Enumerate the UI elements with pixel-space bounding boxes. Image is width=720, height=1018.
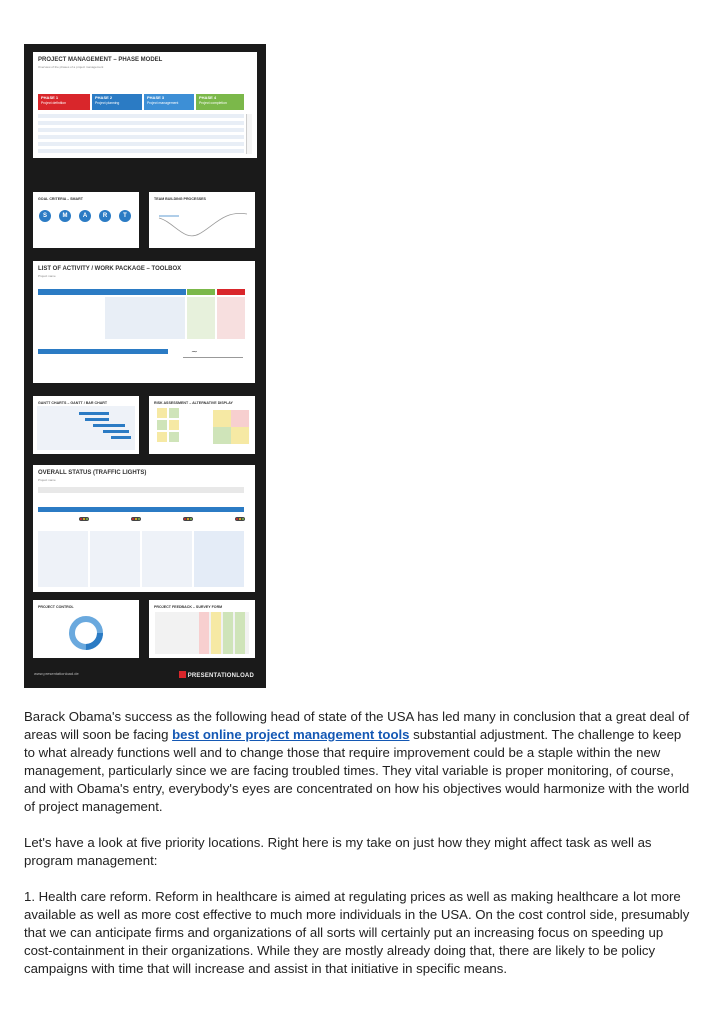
slide-title: PROJECT CONTROL xyxy=(38,605,74,609)
slide-subtitle: Project name xyxy=(38,274,56,278)
smart-letter: S xyxy=(39,210,51,222)
paragraph-1: Barack Obama's success as the following head of state of the USA has led many in conclusion that a great deal of areas will soon be facing best online project management tools substantial adjustment. The challenge to keep to what already functions well and to change those that require improvement could be a staple within the new management, particularly since we are facing troubled times. They vital variable is proper monitoring, of course, and with Obama's entry, everybody's eyes are concentrated on how his objectives would harmonize with the world of project management. xyxy=(24,709,690,814)
footer-url: www.presentationload.de xyxy=(34,671,79,676)
grid-row xyxy=(38,114,244,118)
toolbox-footer-bar xyxy=(38,349,168,354)
gantt-bar xyxy=(85,418,109,421)
smart-letter: A xyxy=(79,210,91,222)
toolbox-header xyxy=(38,289,186,295)
risk-cell xyxy=(169,432,179,442)
status-header-row xyxy=(38,487,244,493)
risk-cell xyxy=(169,420,179,430)
status-col xyxy=(38,531,88,587)
paragraph-2: Let's have a look at five priority locations. Right here is my take on just how they might affect task as well as program management: xyxy=(24,835,652,868)
survey-col xyxy=(211,612,221,654)
smart-letter: M xyxy=(59,210,71,222)
signature: ~ xyxy=(191,347,198,356)
slide-title: GANTT CHARTS – GANTT / BAR CHART xyxy=(38,401,108,405)
phase-1: PHASE 1 Project definition xyxy=(38,94,90,110)
slide-smart xyxy=(33,192,139,248)
gantt-bar xyxy=(103,430,129,433)
slide-survey-form xyxy=(149,600,255,658)
risk-cell xyxy=(157,408,167,418)
status-col xyxy=(90,531,140,587)
slide-title: PROJECT MANAGEMENT – PHASE MODEL xyxy=(38,57,163,63)
traffic-light xyxy=(235,517,245,521)
grid-row xyxy=(38,128,244,132)
infographic-image xyxy=(24,44,266,688)
risk-cell xyxy=(157,420,167,430)
slide-title: GOAL CRITERIA – SMART xyxy=(38,197,83,201)
slide-project-control xyxy=(33,600,139,658)
control-ring xyxy=(33,600,139,658)
traffic-light xyxy=(79,517,89,521)
gantt-bar xyxy=(111,436,131,439)
slide-subtitle: Project name xyxy=(38,478,56,482)
toolbox-header-red xyxy=(217,289,245,295)
article-body xyxy=(24,708,692,996)
slide-gantt xyxy=(33,396,139,454)
smart-letter: T xyxy=(119,210,131,222)
milestone-column xyxy=(246,114,252,154)
slide-title: TEAM BUILDING PROCESSES xyxy=(154,197,206,201)
traffic-light xyxy=(131,517,141,521)
phase-2: PHASE 2 Project planning xyxy=(92,94,142,110)
traffic-light xyxy=(183,517,193,521)
toolbox-col xyxy=(105,297,185,339)
slide-traffic-lights xyxy=(33,465,255,592)
status-column-headers xyxy=(38,507,244,512)
status-col xyxy=(142,531,192,587)
presentationload-logo: PRESENTATIONLOAD xyxy=(179,671,254,679)
logo-mark-icon xyxy=(179,671,186,678)
signature-line xyxy=(183,357,243,358)
gantt-bar xyxy=(79,412,109,415)
team-curve xyxy=(149,192,255,248)
slide-team-building xyxy=(149,192,255,248)
page xyxy=(24,0,692,1018)
phase-4: PHASE 4 Project completion xyxy=(196,94,244,110)
slide-subtitle: Overview of the phases of a project management xyxy=(38,65,104,69)
survey-col xyxy=(223,612,233,654)
toolbox-col xyxy=(217,297,245,339)
status-col xyxy=(194,531,244,587)
grid-row xyxy=(38,135,244,139)
gantt-bar xyxy=(93,424,125,427)
slide-title: OVERALL STATUS (TRAFFIC LIGHTS) xyxy=(38,470,147,476)
risk-cell xyxy=(169,408,179,418)
slide-title: LIST OF ACTIVITY / WORK PACKAGE – TOOLBOX xyxy=(38,266,182,272)
smart-letter: R xyxy=(99,210,111,222)
risk-cell xyxy=(157,432,167,442)
grid-row xyxy=(38,142,244,146)
slide-toolbox xyxy=(33,261,255,383)
toolbox-col xyxy=(187,297,215,339)
grid-row xyxy=(38,121,244,125)
phase-3: PHASE 3 Project management xyxy=(144,94,194,110)
slide-title: PROJECT FEEDBACK – SURVEY FORM xyxy=(154,605,223,609)
slide-phase-model xyxy=(33,52,257,158)
survey-col xyxy=(235,612,245,654)
slide-risk xyxy=(149,396,255,454)
risk-matrix xyxy=(213,410,249,444)
grid-row xyxy=(38,149,244,153)
article-link[interactable]: best online project management tools xyxy=(172,727,410,742)
survey-col xyxy=(199,612,209,654)
toolbox-header-green xyxy=(187,289,215,295)
slide-title: RISK ASSESSMENT – ALTERNATIVE DISPLAY xyxy=(154,401,233,405)
paragraph-3: 1. Health care reform. Reform in healthcare is aimed at regulating prices as well as making healthcare a lot more available as well as more cost effective to much more individuals in the USA. On the cost control side, presumably that we can anticipate firms and organizations of all sorts will certainly put an increasing focus on speeding up cost-containment in their organizations. While they are mostly already doing that, there are likely to be policy campaigns with time that will increase and assist in that initiative in specific means. xyxy=(24,889,690,976)
